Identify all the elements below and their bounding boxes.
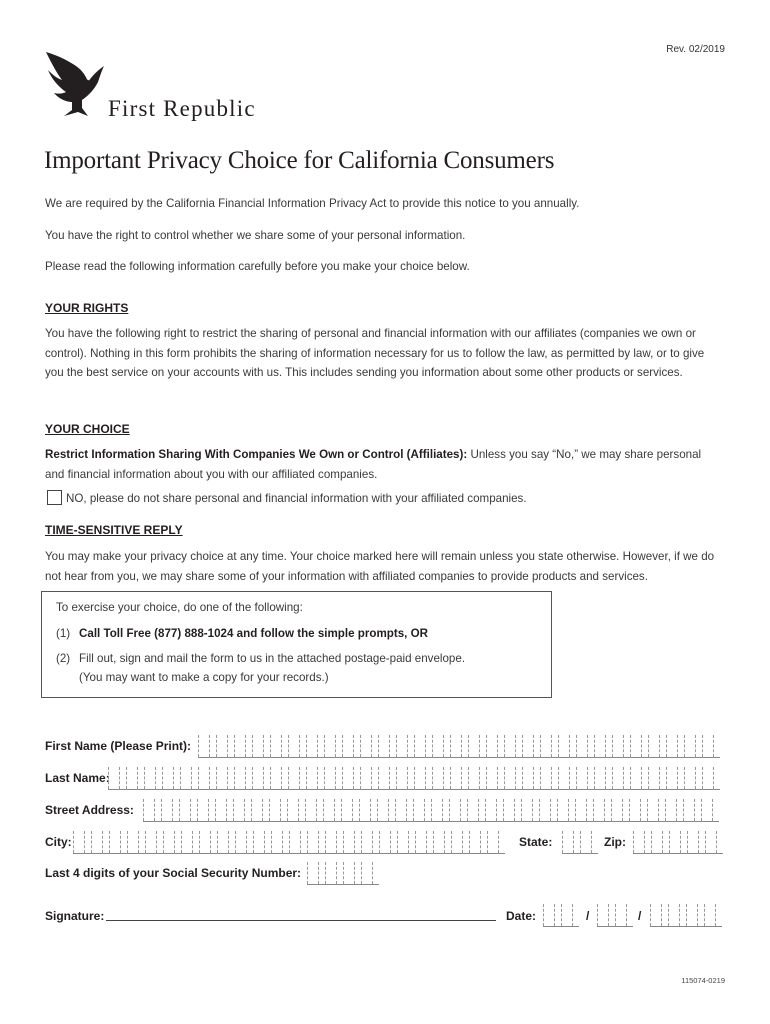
char-box[interactable] (163, 831, 175, 853)
char-box[interactable] (684, 767, 696, 789)
bank-logo (42, 50, 312, 122)
char-box[interactable] (611, 799, 623, 821)
choice-text (45, 445, 715, 484)
char-box[interactable] (378, 767, 390, 789)
char-box[interactable] (289, 831, 301, 853)
char-box[interactable] (629, 799, 641, 821)
char-box[interactable] (702, 767, 714, 789)
street-address-label: Street Address: (45, 803, 134, 817)
char-box[interactable] (580, 831, 592, 853)
char-box[interactable] (199, 831, 211, 853)
char-box[interactable] (486, 767, 498, 789)
char-box[interactable] (162, 767, 174, 789)
char-box[interactable] (597, 904, 609, 926)
char-box[interactable] (449, 799, 461, 821)
char-box[interactable] (270, 735, 282, 757)
char-box[interactable] (704, 904, 716, 926)
char-box[interactable] (467, 799, 479, 821)
char-box[interactable] (687, 831, 699, 853)
char-box[interactable] (180, 767, 192, 789)
choice-heading: YOUR CHOICE (45, 422, 130, 436)
char-box[interactable] (683, 799, 695, 821)
instructions-intro: To exercise your choice, do one of the following: (56, 601, 303, 614)
char-box[interactable] (127, 831, 139, 853)
char-box[interactable] (666, 767, 678, 789)
char-box[interactable] (633, 831, 645, 853)
char-box[interactable] (615, 904, 627, 926)
char-box[interactable] (144, 767, 156, 789)
char-box[interactable] (378, 735, 390, 757)
rights-heading: YOUR RIGHTS (45, 301, 129, 315)
char-box[interactable] (181, 831, 193, 853)
char-box[interactable] (323, 799, 335, 821)
choice-bold-lead: Restrict Information Sharing With Companies We Own or Control (Affiliates): (45, 448, 468, 461)
char-box[interactable] (557, 799, 569, 821)
char-box[interactable] (252, 767, 264, 789)
char-box[interactable] (288, 767, 300, 789)
char-box[interactable] (143, 799, 155, 821)
last-name-field[interactable] (108, 767, 720, 790)
char-box[interactable] (612, 767, 624, 789)
char-box[interactable] (216, 735, 228, 757)
char-box[interactable] (705, 831, 717, 853)
char-box[interactable] (485, 799, 497, 821)
char-box[interactable] (271, 831, 283, 853)
char-box[interactable] (594, 735, 606, 757)
eagle-logo-icon (42, 50, 106, 120)
char-box[interactable] (665, 799, 677, 821)
zip-label: Zip: (604, 835, 626, 849)
char-box[interactable] (359, 799, 371, 821)
opt-out-row[interactable] (47, 489, 527, 509)
char-box[interactable] (651, 831, 663, 853)
char-box[interactable] (431, 799, 443, 821)
char-box[interactable] (503, 799, 515, 821)
char-box[interactable] (630, 735, 642, 757)
reply-heading: TIME-SENSITIVE REPLY (45, 523, 183, 537)
char-box[interactable] (522, 767, 534, 789)
intro-line-2: You have the right to control whether we share some of your personal information. (45, 229, 466, 242)
city-label: City: (45, 835, 72, 849)
char-box[interactable] (305, 799, 317, 821)
char-box[interactable] (486, 735, 498, 757)
char-box[interactable] (701, 799, 713, 821)
char-box[interactable] (593, 799, 605, 821)
char-box[interactable] (324, 767, 336, 789)
date-year-field[interactable] (650, 904, 722, 927)
char-box[interactable] (126, 767, 138, 789)
char-box[interactable] (432, 735, 444, 757)
char-box[interactable] (179, 799, 191, 821)
reply-text: You may make your privacy choice at any time. Your choice marked here will remain unless you state otherwise. However, if we do not hear from you, we may share some of your information with affiliated companies to provide products and services. (45, 550, 715, 583)
form-code: 115074-0219 (681, 976, 725, 985)
char-box[interactable] (217, 831, 229, 853)
char-box[interactable] (306, 767, 318, 789)
opt-out-label: NO, please do not share personal and financial information with your affiliated companies. (66, 492, 527, 505)
char-box[interactable] (450, 735, 462, 757)
logo-wordmark: First Republic (108, 96, 256, 121)
char-box[interactable] (396, 735, 408, 757)
char-box[interactable] (558, 735, 570, 757)
char-box[interactable] (270, 767, 282, 789)
char-box[interactable] (469, 831, 481, 853)
char-box[interactable] (109, 831, 121, 853)
char-box[interactable] (522, 735, 534, 757)
date-day-field[interactable] (597, 904, 633, 927)
char-box[interactable] (145, 831, 157, 853)
char-box[interactable] (343, 862, 355, 884)
char-box[interactable] (468, 735, 480, 757)
char-box[interactable] (630, 767, 642, 789)
char-box[interactable] (414, 767, 426, 789)
char-box[interactable] (686, 904, 698, 926)
char-box[interactable] (415, 831, 427, 853)
char-box[interactable] (487, 831, 499, 853)
char-box[interactable] (325, 831, 337, 853)
last-name-label: Last Name: (45, 771, 110, 785)
first-name-field[interactable] (198, 735, 720, 758)
char-box[interactable] (413, 799, 425, 821)
revision-date: Rev. 02/2019 (666, 44, 725, 55)
state-field[interactable] (562, 831, 598, 854)
char-box[interactable] (450, 767, 462, 789)
char-box[interactable] (360, 767, 372, 789)
signature-line[interactable] (106, 920, 496, 921)
char-box[interactable] (360, 735, 372, 757)
char-box[interactable] (325, 862, 337, 884)
char-box[interactable] (161, 799, 173, 821)
char-box[interactable] (540, 767, 552, 789)
char-box[interactable] (575, 799, 587, 821)
char-box[interactable] (324, 735, 336, 757)
char-box[interactable] (108, 767, 120, 789)
char-box[interactable] (668, 904, 680, 926)
item2-number: (2) (56, 652, 71, 665)
char-box[interactable] (561, 904, 573, 926)
page-title: Important Privacy Choice for California Consumers (44, 147, 555, 174)
char-box[interactable] (504, 735, 516, 757)
char-box[interactable] (504, 767, 516, 789)
char-box[interactable] (342, 767, 354, 789)
char-box[interactable] (666, 735, 678, 757)
char-box[interactable] (648, 767, 660, 789)
char-box[interactable] (288, 735, 300, 757)
first-name-label: First Name (Please Print): (45, 739, 192, 753)
char-box[interactable] (252, 735, 264, 757)
rights-text: You have the following right to restrict the sharing of personal and financial information with our affiliates (companies we own or control). Nothing in this form prohibits the sharing of information necessary for us to follow the law, as permitted by law, or to give you the best service on your accounts with us. This includes sending you information about some other products or services. (45, 327, 705, 379)
date-label: Date: (506, 909, 537, 923)
char-box[interactable] (361, 831, 373, 853)
char-box[interactable] (361, 862, 373, 884)
char-box[interactable] (576, 767, 588, 789)
char-box[interactable] (539, 799, 551, 821)
char-box[interactable] (234, 767, 246, 789)
char-box[interactable] (650, 904, 662, 926)
char-box[interactable] (543, 904, 555, 926)
char-box[interactable] (216, 767, 228, 789)
intro-line-3: Please read the following information carefully before you make your choice below. (45, 260, 470, 273)
choice-body: Unless you say “No,” we may share personal and financial information about you with our affiliated companies. (45, 448, 702, 481)
item1-number: (1) (56, 627, 71, 640)
char-box[interactable] (647, 799, 659, 821)
char-box[interactable] (558, 767, 570, 789)
char-box[interactable] (198, 767, 210, 789)
char-box[interactable] (198, 735, 210, 757)
char-box[interactable] (73, 831, 85, 853)
signature-label: Signature: (45, 909, 105, 923)
char-box[interactable] (306, 735, 318, 757)
char-box[interactable] (341, 799, 353, 821)
char-box[interactable] (612, 735, 624, 757)
mail-instruction-line-2: (You may want to make a copy for your records.) (79, 671, 329, 684)
char-box[interactable] (540, 735, 552, 757)
char-box[interactable] (684, 735, 696, 757)
char-box[interactable] (233, 799, 245, 821)
ssn-last4-field[interactable] (307, 862, 379, 885)
char-box[interactable] (342, 735, 354, 757)
intro-line-1: We are required by the California Financial Information Privacy Act to provide this notice to you annually. (45, 197, 580, 210)
char-box[interactable] (594, 767, 606, 789)
char-box[interactable] (251, 799, 263, 821)
char-box[interactable] (396, 767, 408, 789)
char-box[interactable] (234, 735, 246, 757)
char-box[interactable] (521, 799, 533, 821)
char-box[interactable] (432, 767, 444, 789)
zip-field[interactable] (633, 831, 723, 854)
char-box[interactable] (576, 735, 588, 757)
char-box[interactable] (562, 831, 574, 853)
char-box[interactable] (197, 799, 209, 821)
char-box[interactable] (343, 831, 355, 853)
char-box[interactable] (433, 831, 445, 853)
char-box[interactable] (253, 831, 265, 853)
ssn-label: Last 4 digits of your Social Security Number: (45, 866, 302, 880)
opt-out-checkbox[interactable] (47, 490, 62, 505)
char-box[interactable] (269, 799, 281, 821)
mail-instruction-line-1: Fill out, sign and mail the form to us in the attached postage-paid envelope. (79, 652, 466, 665)
char-box[interactable] (307, 831, 319, 853)
char-box[interactable] (377, 799, 389, 821)
char-box[interactable] (397, 831, 409, 853)
date-month-field[interactable] (543, 904, 579, 927)
city-field[interactable] (73, 831, 505, 854)
char-box[interactable] (287, 799, 299, 821)
char-box[interactable] (451, 831, 463, 853)
char-box[interactable] (468, 767, 480, 789)
char-box[interactable] (702, 735, 714, 757)
state-label: State: (519, 835, 553, 849)
street-address-field[interactable] (143, 799, 719, 822)
char-box[interactable] (414, 735, 426, 757)
char-box[interactable] (307, 862, 319, 884)
char-box[interactable] (648, 735, 660, 757)
date-separator-1: / (586, 909, 590, 923)
char-box[interactable] (215, 799, 227, 821)
char-box[interactable] (395, 799, 407, 821)
char-box[interactable] (669, 831, 681, 853)
call-toll-free-text: Call Toll Free (877) 888-1024 and follow the simple prompts, OR (79, 627, 428, 640)
char-box[interactable] (91, 831, 103, 853)
char-box[interactable] (235, 831, 247, 853)
char-box[interactable] (379, 831, 391, 853)
date-separator-2: / (638, 909, 642, 923)
instructions-box (41, 591, 552, 698)
